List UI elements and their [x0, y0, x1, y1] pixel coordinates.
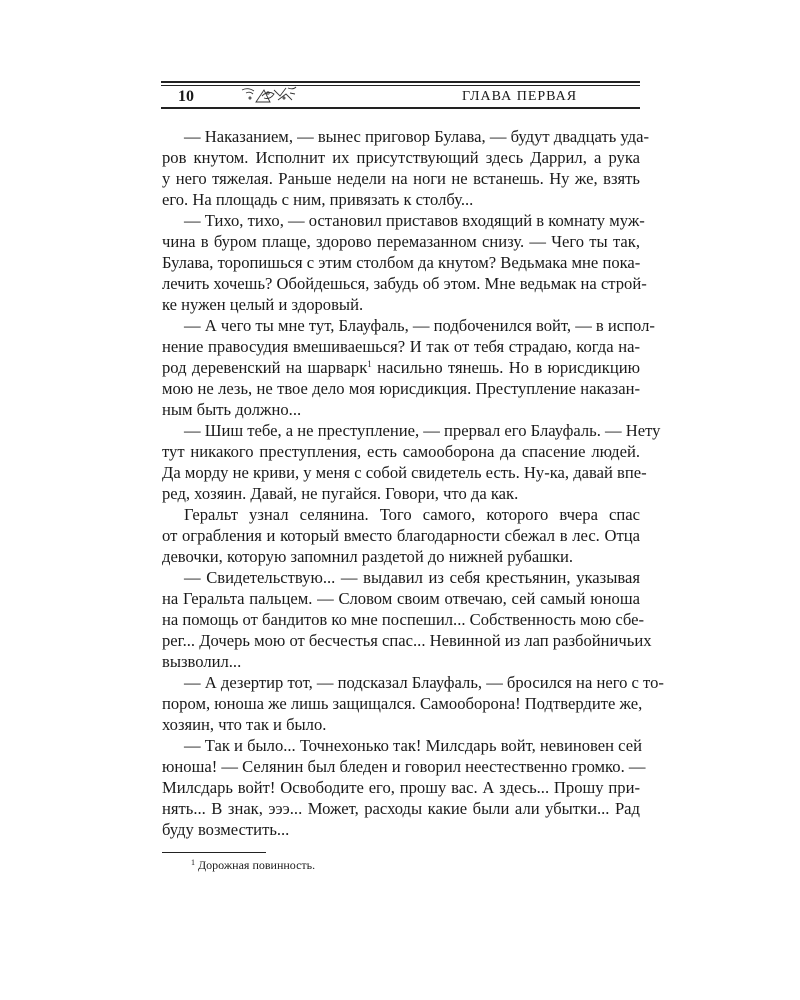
paragraph — [162, 420, 661, 504]
paragraph — [162, 210, 647, 315]
text-line: Да морду не криви, у меня с собой свидетель есть. Ну-ка, давай впе- — [162, 463, 647, 482]
text-segment: насильно тянешь. Но в юрисдикцию — [371, 358, 641, 377]
text-line: юноша! — Селянин был бледен и говорил неестественно громко. — — [162, 757, 646, 776]
text-line: ке нужен целый и здоровый. — [162, 295, 364, 314]
text-line: — Наказанием, — вынес приговор Булава, — будут двадцать уда- — [184, 127, 650, 146]
paragraph — [162, 735, 646, 840]
text-line: — А чего ты мне тут, Блауфаль, — подбоченился войт, — в испол- — [184, 316, 655, 335]
text-line: мою не лезь, не твое дело моя юрисдикция. Преступление наказан- — [162, 379, 640, 398]
text-line: Милсдарь войт! Освободите его, прошу вас. А здесь... Прошу при- — [162, 778, 640, 797]
text-line: чина в буром плаще, здорово перемазанном снизу. — Чего ты так, — [162, 232, 640, 251]
text-line: ред, хозяин. Давай, не пугайся. Говори, что да как. — [162, 484, 519, 503]
footnote-text: Дорожная повинность. — [198, 858, 316, 872]
body-text — [162, 126, 664, 840]
text-line: девочки, которую запомнил раздетой до нижней рубашки. — [162, 547, 574, 566]
text-line: нение правосудия вмешиваешься? И так от тебя страдаю, когда на- — [162, 337, 640, 356]
footnote — [191, 858, 315, 873]
text-segment: род деревенский на шарварк — [162, 358, 368, 377]
text-line: от ограбления и который вместо благодарности сбежал в лес. Отца — [162, 526, 640, 545]
text-line: ным быть должно... — [162, 400, 302, 419]
text-line: тут никакого преступления, есть самооборона да спасение людей. — [162, 442, 640, 461]
paragraph — [162, 126, 650, 210]
text-line: — А дезертир тот, — подсказал Блауфаль, — бросился на него с то- — [184, 673, 664, 692]
text-line: — Свидетельствую... — выдавил из себя крестьянин, указывая — [184, 568, 640, 587]
paragraph — [162, 504, 640, 567]
page-number: 10 — [178, 88, 194, 105]
text-line: у него тяжелая. Раньше недели на ноги не встанешь. Ну же, взять — [162, 169, 640, 188]
text-line: — Так и было... Точнехонько так! Милсдарь войт, невиновен сей — [184, 736, 642, 755]
chapter-title: ГЛАВА ПЕРВАЯ — [462, 89, 578, 104]
text-line: буду возместить... — [162, 820, 290, 839]
header-bottom-rule — [161, 107, 640, 109]
text-line: нять... В знак, эээ... Может, расходы какие были али убытки... Рад — [162, 799, 640, 818]
text-line: Булава, торопишься с этим столбом да кнутом? Ведьмака мне пока- — [162, 253, 641, 272]
text-line — [162, 357, 640, 378]
text-line: лечить хочешь? Обойдешься, забудь об этом. Мне ведьмак на строй- — [162, 274, 647, 293]
text-line: хозяин, что так и было. — [162, 715, 327, 734]
text-line: — Тихо, тихо, — остановил приставов входящий в комнату муж- — [184, 211, 645, 230]
footnote-marker: 1 — [191, 858, 195, 867]
footnote-divider — [162, 852, 266, 853]
footnote-ref[interactable]: 1 — [367, 359, 372, 369]
text-line: его. На площадь с ним, привязать к столбу... — [162, 190, 474, 209]
vignette-ornament-icon — [238, 84, 300, 106]
text-line: на помощь от бандитов ко мне поспешил... Собственность мою сбе- — [162, 610, 644, 629]
header-top-rule-thin — [161, 85, 640, 86]
paragraph — [162, 567, 652, 672]
text-line: ров кнутом. Исполнит их присутствующий здесь Даррил, а рука — [162, 148, 640, 167]
text-line: на Геральта пальцем. — Словом своим отвечаю, сей самый юноша — [162, 589, 640, 608]
text-line: рег... Дочерь мою от бесчестья спас... Невинной из лап разбойничьих — [162, 631, 652, 650]
text-line: вызволил... — [162, 652, 242, 671]
text-line: пором, юноша же лишь защищался. Самооборона! Подтвердите же, — [162, 694, 643, 713]
text-line: — Шиш тебе, а не преступление, — прервал его Блауфаль. — Нету — [184, 421, 661, 440]
paragraph — [162, 672, 664, 735]
paragraph — [162, 315, 655, 420]
text-line: Геральт узнал селянина. Того самого, которого вчера спас — [184, 505, 640, 524]
header-top-rule — [161, 81, 640, 83]
